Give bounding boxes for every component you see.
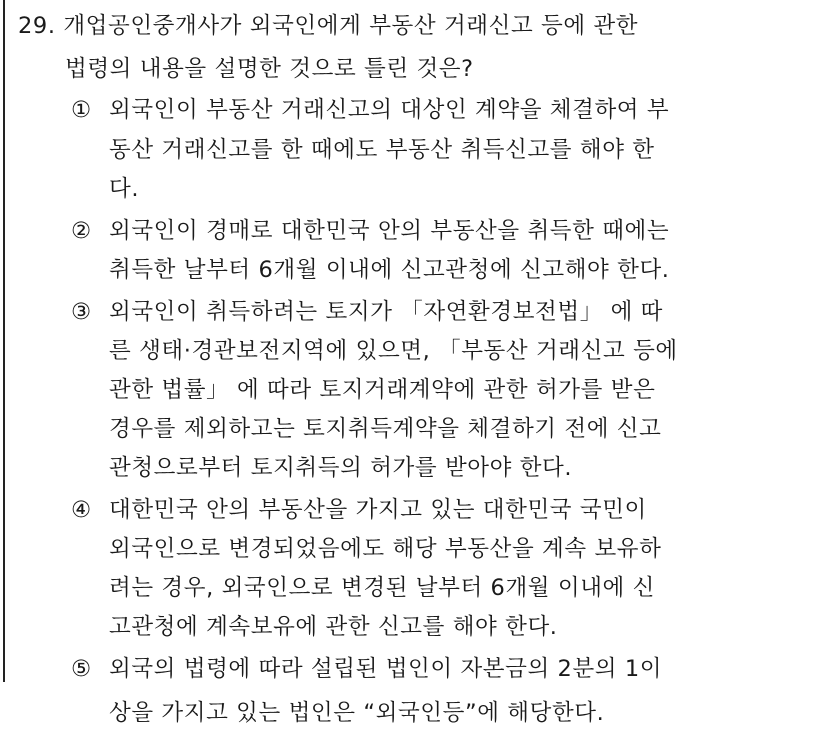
option-3-line-1: 외국인이 취득하려는 토지가 「자연환경보전법」 에 따: [109, 299, 663, 325]
option-4: [71, 495, 647, 525]
option-3-line-4: 경우를 제외하고는 토지취득계약을 체결하기 전에 신고: [109, 416, 662, 442]
option-3-line-5: 관청으로부터 토지취득의 허가를 받아야 한다.: [109, 455, 573, 481]
option-1-line-1: 외국인이 부동산 거래신고의 대상인 계약을 체결하여 부: [109, 97, 670, 123]
option-5-marker: ⑤: [71, 656, 92, 682]
option-3-line-3: 관한 법률」 에 따라 토지거래계약에 관한 허가를 받은: [109, 377, 656, 403]
option-4-marker: ④: [71, 497, 92, 523]
question-stem-line-1: 29. 개업공인중개사가 외국인에게 부동산 거래신고 등에 관한: [18, 13, 639, 39]
option-1-line-3: 다.: [109, 176, 140, 202]
option-3: [71, 297, 663, 327]
option-4-line-4: 고관청에 계속보유에 관한 신고를 해야 한다.: [109, 614, 558, 640]
option-5-line-1: 외국의 법령에 따라 설립된 법인이 자본금의 2분의 1이: [109, 656, 663, 682]
option-3-marker: ③: [71, 299, 92, 325]
option-2-line-1: 외국인이 경매로 대한민국 안의 부동산을 취득한 때에는: [109, 218, 670, 244]
option-4-line-1: 대한민국 안의 부동산을 가지고 있는 대한민국 국민이: [109, 497, 647, 523]
left-border-line: [3, 0, 5, 682]
option-2-line-2: 취득한 날부터 6개월 이내에 신고관청에 신고해야 한다.: [109, 257, 670, 283]
option-2-marker: ②: [71, 218, 92, 244]
option-1-marker: ①: [71, 97, 92, 123]
option-4-line-2: 외국인으로 변경되었음에도 해당 부동산을 계속 보유하: [109, 536, 662, 562]
option-1-line-2: 동산 거래신고를 한 때에도 부동산 취득신고를 해야 한: [109, 137, 655, 163]
option-4-line-3: 려는 경우, 외국인으로 변경된 날부터 6개월 이내에 신: [109, 575, 655, 601]
option-2: [71, 216, 669, 246]
option-1: [71, 95, 669, 125]
option-5-line-2: 상을 가지고 있는 법인은 “외국인등”에 해당한다.: [109, 700, 605, 726]
option-3-line-2: 른 생태·경관보전지역에 있으면, 「부동산 거래신고 등에: [109, 338, 678, 364]
option-5: [71, 654, 662, 684]
question-stem-line-2: 법령의 내용을 설명한 것으로 틀린 것은?: [65, 56, 474, 82]
